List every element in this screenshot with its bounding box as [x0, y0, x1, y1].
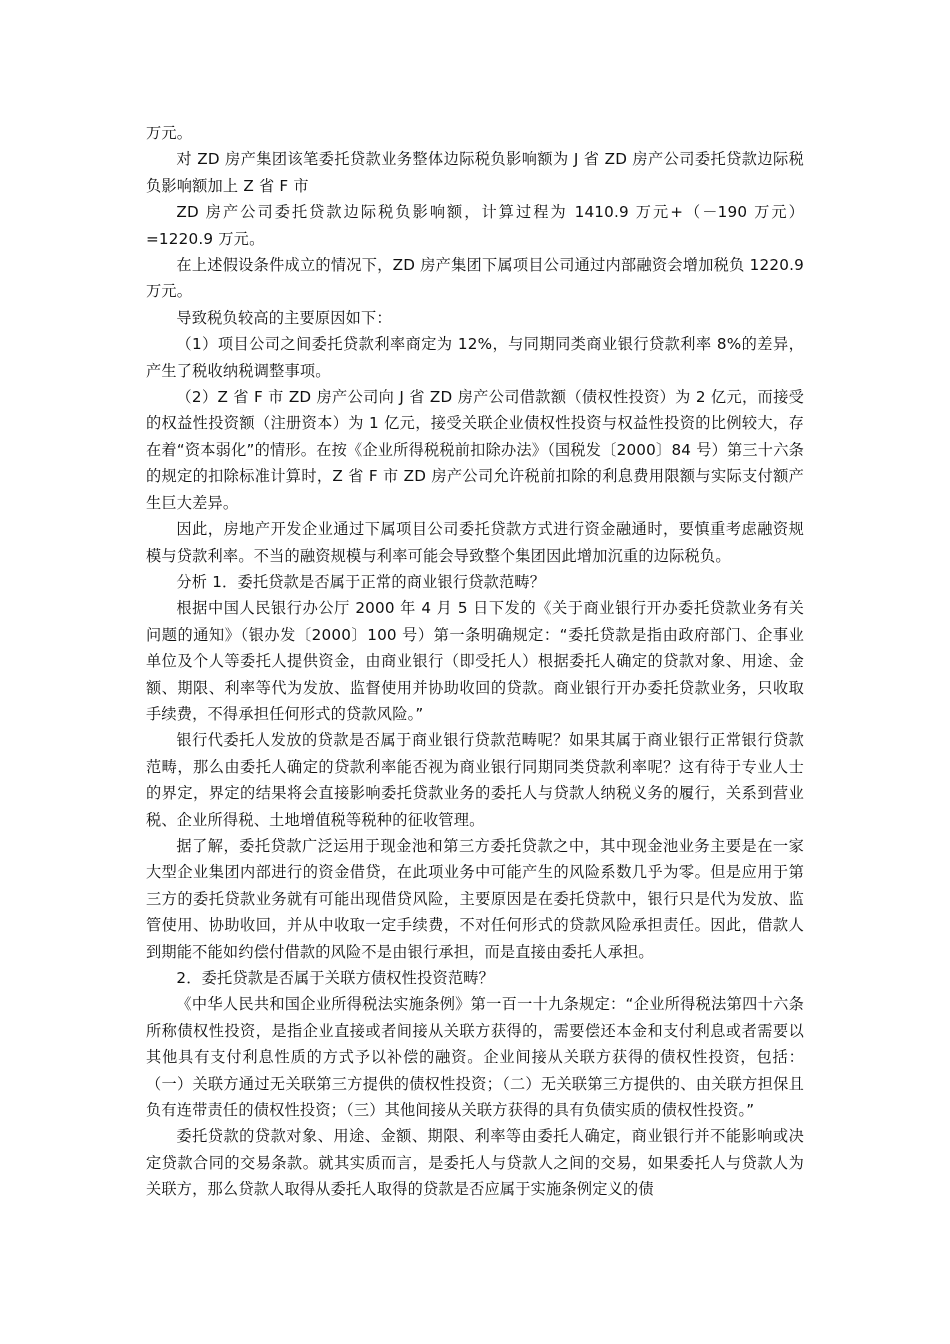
paragraph: ZD 房产公司委托贷款边际税负影响额，计算过程为 1410.9 万元+（－190 万元）=1220.9 万元。: [146, 203, 804, 248]
section-heading: 分析 1．委托贷款是否属于正常的商业银行贷款范畴？: [176, 572, 546, 591]
paragraph: 委托贷款的贷款对象、用途、金额、期限、利率等由委托人确定，商业银行并不能影响或决定贷款合同的交易条款。就其实质而言，是委托人与贷款人之间的交易，如果委托人与贷款人为关联方，那么贷款人取得从委托人取得的贷款是否应属于实施条例定义的债: [146, 1127, 804, 1199]
paragraph: 根据中国人民银行办公厅 2000 年 4 月 5 日下发的《关于商业银行开办委托贷款业务有关问题的通知》（银办发〔2000〕100 号）第一条明确规定：“委托贷款是指由政府部门、企事业单位及个人等委托人提供资金，由商业银行（即受托人）根据委托人确定的贷款对象、用途、金额、期限、利率等代为发放、监督使用并协助收回的贷款。商业银行开办委托贷款业务，只收取手续费，不得承担任何形式的贷款风险。”: [146, 599, 804, 723]
paragraph: 因此，房地产开发企业通过下属项目公司委托贷款方式进行资金融通时，要慎重考虑融资规模与贷款利率。不当的融资规模与利率可能会导致整个集团因此增加沉重的边际税负。: [146, 520, 804, 565]
paragraph: 《中华人民共和国企业所得税法实施条例》第一百一十九条规定：“企业所得税法第四十六条所称债权性投资，是指企业直接或者间接从关联方获得的，需要偿还本金和支付利息或者需要以其他具有支付利息性质的方式予以补偿的融资。企业间接从关联方获得的债权性投资，包括：（一）关联方通过无关联第三方提供的债权性投资；（二）无关联第三方提供的、由关联方担保且负有连带责任的债权性投资；（三）其他间接从关联方获得的具有负债实质的债权性投资。”: [146, 995, 804, 1120]
paragraph: （1）项目公司之间委托贷款利率商定为 12%，与同期同类商业银行贷款利率 8%的差异，产生了税收纳税调整事项。: [146, 335, 804, 380]
document-body: [146, 120, 804, 1203]
paragraph: （2）Z 省 F 市 ZD 房产公司向 J 省 ZD 房产公司借款额（债权性投资）为 2 亿元，而接受的权益性投资额（注册资本）为 1 亿元，接受关联企业债权性投资与权益性投资的比例较大，存在着“资本弱化”的情形。在按《企业所得税税前扣除办法》（国税发〔2000〕84 号）第三十六条的规定的扣除标准计算时，Z 省 F 市 ZD 房产公司允许税前扣除的利息费用限额与实际支付额产生巨大差异。: [146, 388, 804, 512]
paragraph: 在上述假设条件成立的情况下，ZD 房产集团下属项目公司通过内部融资会增加税负 1220.9 万元。: [146, 256, 804, 301]
paragraph: 万元。: [146, 124, 193, 142]
section-heading: 2．委托贷款是否属于关联方债权性投资范畴？: [176, 969, 495, 987]
paragraph: 银行代委托人发放的贷款是否属于商业银行贷款范畴呢？如果其属于商业银行正常银行贷款范畴，那么由委托人确定的贷款利率能否视为商业银行同期同类贷款利率呢？这有待于专业人士的界定，界定的结果将会直接影响委托贷款业务的委托人与贷款人纳税义务的履行，关系到营业税、企业所得税、土地增值税等税种的征收管理。: [146, 731, 804, 829]
paragraph: 据了解，委托贷款广泛运用于现金池和第三方委托贷款之中，其中现金池业务主要是在一家大型企业集团内部进行的资金借贷，在此项业务中可能产生的风险系数几乎为零。但是应用于第三方的委托贷款业务就有可能出现借贷风险，主要原因是在委托贷款中，银行只是代为发放、监管使用、协助收回，并从中收取一定手续费，不对任何形式的贷款风险承担责任。因此，借款人到期能不能如约偿付借款的风险不是由银行承担，而是直接由委托人承担。: [146, 836, 804, 961]
paragraph: 导致税负较高的主要原因如下：: [176, 308, 392, 327]
paragraph: 对 ZD 房产集团该笔委托贷款业务整体边际税负影响额为 J 省 ZD 房产公司委托贷款边际税负影响额加上 Z 省 F 市: [146, 150, 804, 195]
